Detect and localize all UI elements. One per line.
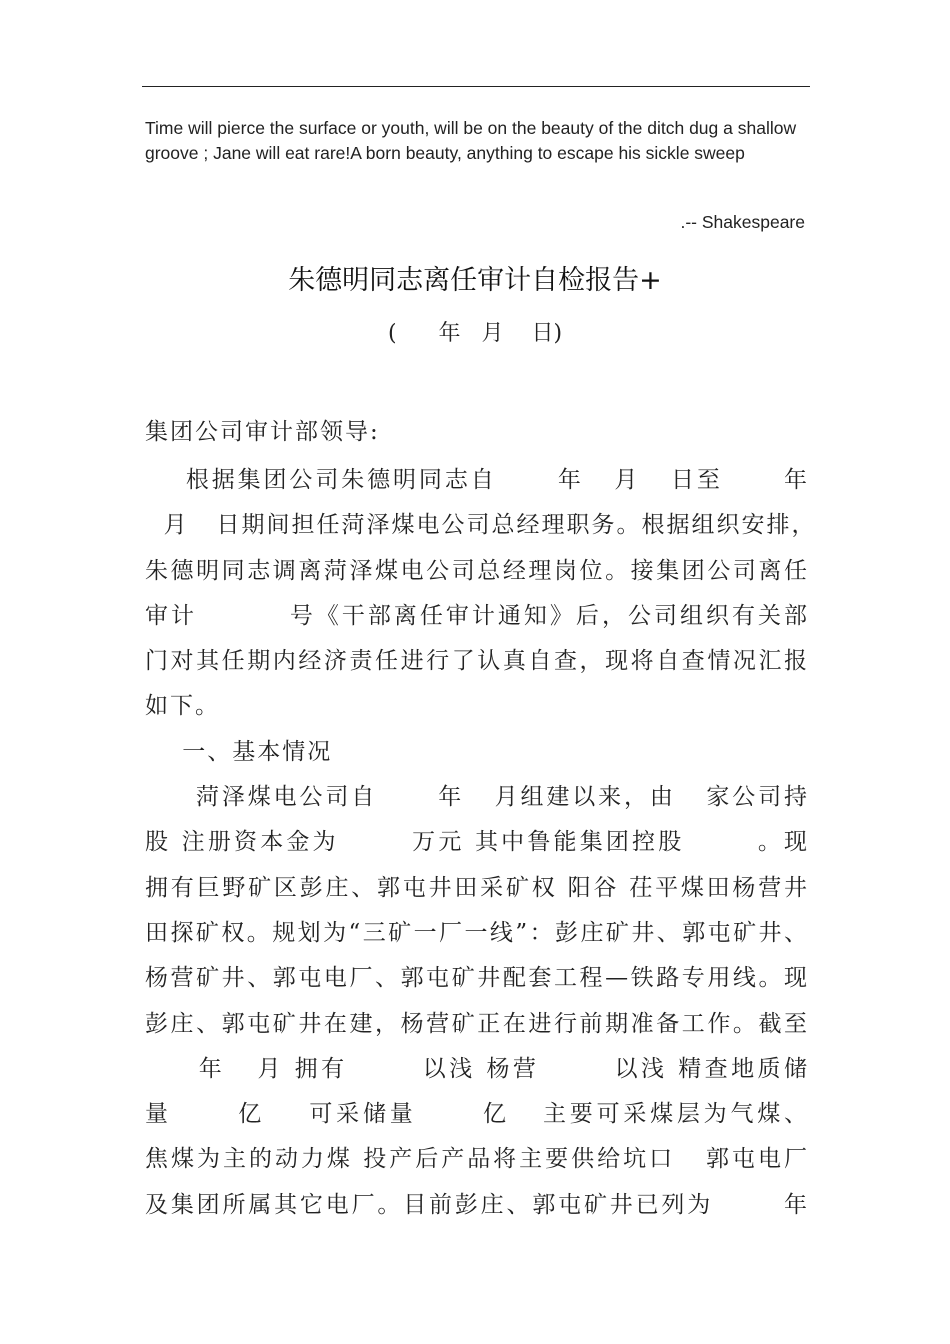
date-line: ( 年 月 日) <box>387 321 563 346</box>
body-line: 年 月 拥有 以浅 杨营 以浅 精查地质储 <box>145 1055 809 1082</box>
body-line: 审计 号《干部离任审计通知》后，公司组织有关部 <box>145 602 809 629</box>
body-line: 杨营矿井、郭屯电厂、郭屯矿井配套工程—铁路专用线。现 <box>145 965 809 992</box>
report-body <box>145 458 817 1228</box>
body-line: 如下。 <box>145 693 220 720</box>
body-line: 及集团所属其它电厂。目前彭庄、郭屯矿井已列为 年 <box>145 1191 809 1218</box>
document-title: 朱德明同志离任审计自检报告+ <box>288 265 662 296</box>
epigraph-attribution: .-- Shakespeare <box>680 212 805 232</box>
body-line: 彭庄、郭屯矿井在建，杨营矿正在进行前期准备工作。截至 <box>145 1010 809 1037</box>
body-line: 菏泽煤电公司自 年 月组建以来，由 家公司持 <box>145 784 809 811</box>
epigraph-quote: Time will pierce the surface or youth, will be on the beauty of the ditch dug a shallow groove ; Jane will eat rare!A born beauty, anything to escape his sickle sweep <box>145 118 797 163</box>
body-line: 月 日期间担任菏泽煤电公司总经理职务。根据组织安排， <box>145 512 817 539</box>
body-line: 朱德明同志调离菏泽煤电公司总经理岗位。接集团公司离任 <box>145 557 809 584</box>
salutation: 集团公司审计部领导: <box>145 419 380 445</box>
body-line: 量 亿 可采储量 亿 主要可采煤层为气煤、 <box>145 1101 809 1128</box>
section-heading: 一、基本情况 <box>145 738 333 765</box>
body-line: 根据集团公司朱德明同志自 年 月 日至 年 <box>145 467 809 493</box>
header-rule <box>142 86 810 87</box>
body-line: 拥有巨野矿区彭庄、郭屯井田采矿权 阳谷 茌平煤田杨营井 <box>145 874 809 901</box>
body-line: 门对其任期内经济责任进行了认真自查，现将自查情况汇报 <box>145 648 809 675</box>
body-line: 焦煤为主的动力煤 投产后产品将主要供给坑口 郭屯电厂 <box>145 1146 809 1173</box>
body-line: 股 注册资本金为 万元 其中鲁能集团控股 。现 <box>145 829 809 856</box>
body-line: 田探矿权。规划为“三矿一厂一线”：彭庄矿井、郭屯矿井、 <box>145 919 809 946</box>
